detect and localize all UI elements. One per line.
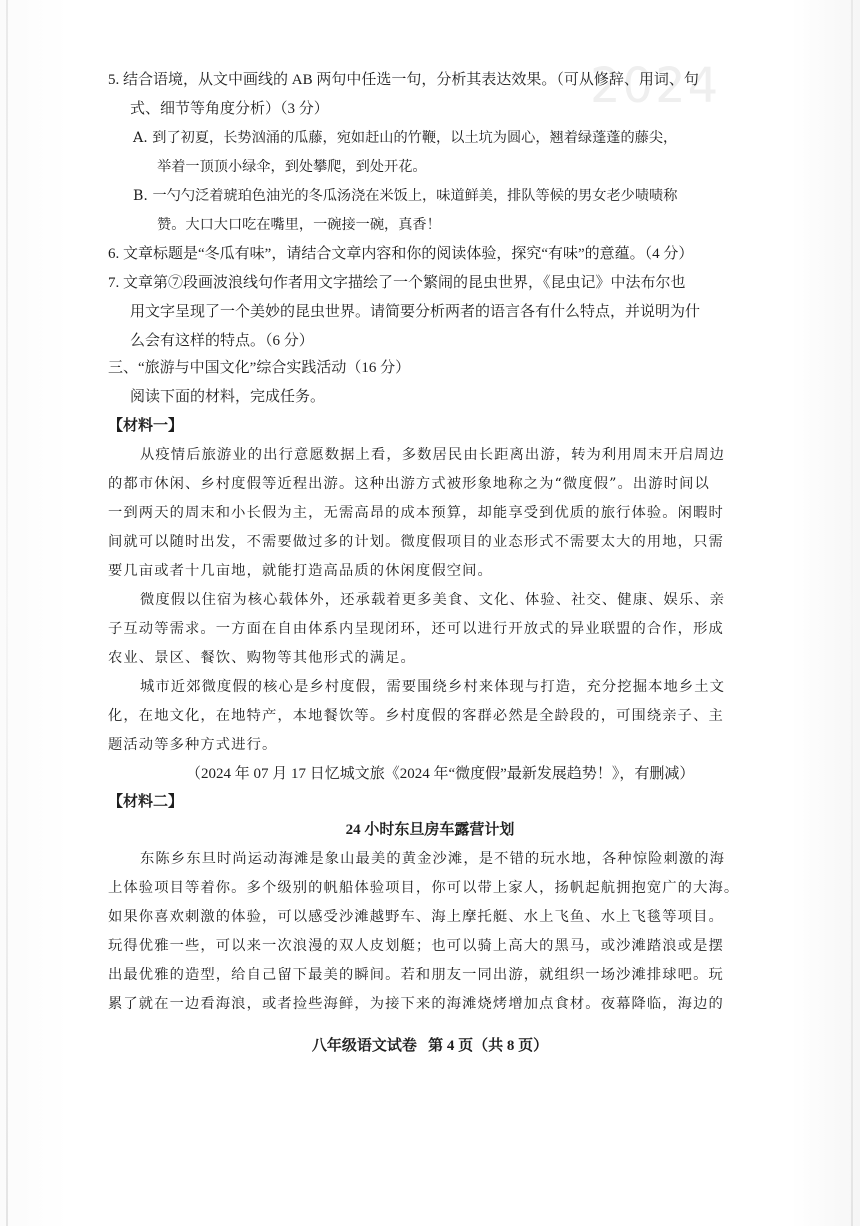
material-2-label: 【材料二】 (108, 794, 184, 810)
material-2-p1-line-6: 累了就在一边看海浪，或者捡些海鲜，为接下来的海滩烧烤增加点食材。夜幕降临，海边的 (108, 996, 724, 1012)
material-1-p1-line-5: 要几亩或者十几亩地，就能打造高品质的休闲度假空间。 (108, 563, 493, 579)
page-footer: 八年级语文试卷 第 4 页（共 8 页） (311, 1038, 549, 1054)
material-2-p1-line-3: 如果你喜欢刺激的体验，可以感受沙滩越野车、海上摩托艇、水上飞鱼、水上飞毯等项目。 (108, 909, 724, 925)
material-1-source: （2024 年 07 月 17 日忆城文旅《2024 年“微度假”最新发展趋势！》，有删减） (186, 766, 695, 782)
material-2-p1-line-2: 上体验项目等着你。多个级别的帆船体验项目，你可以带上家人，扬帆起航拥抱宽广的大海。 (108, 880, 740, 896)
material-1-p1-line-2: 的都市休闲、乡村度假等近程出游。这种出游方式被形象地称之为“微度假”。出游时间以 (108, 476, 710, 492)
question-7-line-2: 用文字呈现了一个美妙的昆虫世界。请简要分析两者的语言各有什么特点，并说明为什 (130, 304, 701, 320)
material-1-p3-line-2: 化，在地文化，在地特产，本地餐饮等。乡村度假的客群必然是全龄段的，可围绕亲子、主 (108, 708, 724, 724)
question-5-line-1: 5. 结合语境，从文中画线的 AB 两句中任选一句，分析其表达效果。（可从修辞、用词、句 (108, 72, 699, 88)
section-3-instruction: 阅读下面的材料，完成任务。 (130, 389, 326, 405)
question-5-option-a-line-2: 举着一顶顶小绿伞，到处攀爬，到处开花。 (157, 159, 427, 175)
question-7-line-3: 么会有这样的特点。（6 分） (130, 333, 314, 349)
material-1-p1-line-3: 一到两天的周末和小长假为主，无需高昂的成本预算，却能享受到优质的旅行体验。闲暇时 (108, 505, 724, 521)
question-5-line-2: 式、细节等角度分析）（3 分） (130, 101, 329, 117)
bleed-through-header: 2024 (590, 58, 721, 114)
material-1-p3-line-1: 城市近郊微度假的核心是乡村度假，需要围绕乡村来体现与打造，充分挖掘本地乡土文 (140, 679, 726, 695)
question-5-option-b-line-2: 赞。大口大口吃在嘴里，一碗接一碗，真香！ (157, 217, 441, 233)
material-1-p3-line-3: 题活动等多种方式进行。 (108, 737, 278, 753)
section-3-heading: 三、“旅游与中国文化”综合实践活动（16 分） (108, 360, 411, 376)
material-2-p1-line-1: 东陈乡东旦时尚运动海滩是象山最美的黄金沙滩，是不错的玩水地，各种惊险刺激的海 (140, 851, 726, 867)
question-6: 6. 文章标题是“冬瓜有味”，请结合文章内容和你的阅读体验，探究“有味”的意蕴。（4 分） (108, 246, 694, 262)
question-7-line-1: 7. 文章第⑦段画波浪线句作者用文字描绘了一个繁闹的昆虫世界，《昆虫记》中法布尔也 (108, 275, 686, 291)
material-1-p2-line-2: 子互动等需求。一方面在自由体系内呈现闭环，还可以进行开放式的异业联盟的合作，形成 (108, 621, 724, 637)
material-2-p1-line-5: 出最优雅的造型，给自己留下最美的瞬间。若和朋友一同出游，就组织一场沙滩排球吧。玩 (108, 967, 724, 983)
question-5-option-b-line-1: B. 一勺勺泛着琥珀色油光的冬瓜汤浇在米饭上，味道鲜美，排队等候的男女老少啧啧称 (133, 188, 678, 204)
material-2-title: 24 小时东旦房车露营计划 (345, 822, 515, 838)
material-1-p2-line-1: 微度假以住宿为核心载体外，还承载着更多美食、文化、体验、社交、健康、娱乐、亲 (140, 592, 726, 608)
question-5-option-a-line-1: A. 到了初夏，长势汹涌的瓜藤，宛如赶山的竹鞭，以土坑为圆心，翘着绿蓬蓬的藤尖， (133, 130, 678, 146)
material-1-p1-line-4: 间就可以随时出发，不需要做过多的计划。微度假项目的业态形式不需要太大的用地，只需 (108, 534, 724, 550)
material-2-p1-line-4: 玩得优雅一些，可以来一次浪漫的双人皮划艇；也可以骑上高大的黑马，或沙滩踏浪或是摆 (108, 938, 724, 954)
material-1-p1-line-1: 从疫情后旅游业的出行意愿数据上看，多数居民由长距离出游，转为利用周末开启周边 (140, 447, 726, 463)
material-1-label: 【材料一】 (108, 418, 184, 434)
material-1-p2-line-3: 农业、景区、餐饮、购物等其他形式的满足。 (108, 650, 416, 666)
